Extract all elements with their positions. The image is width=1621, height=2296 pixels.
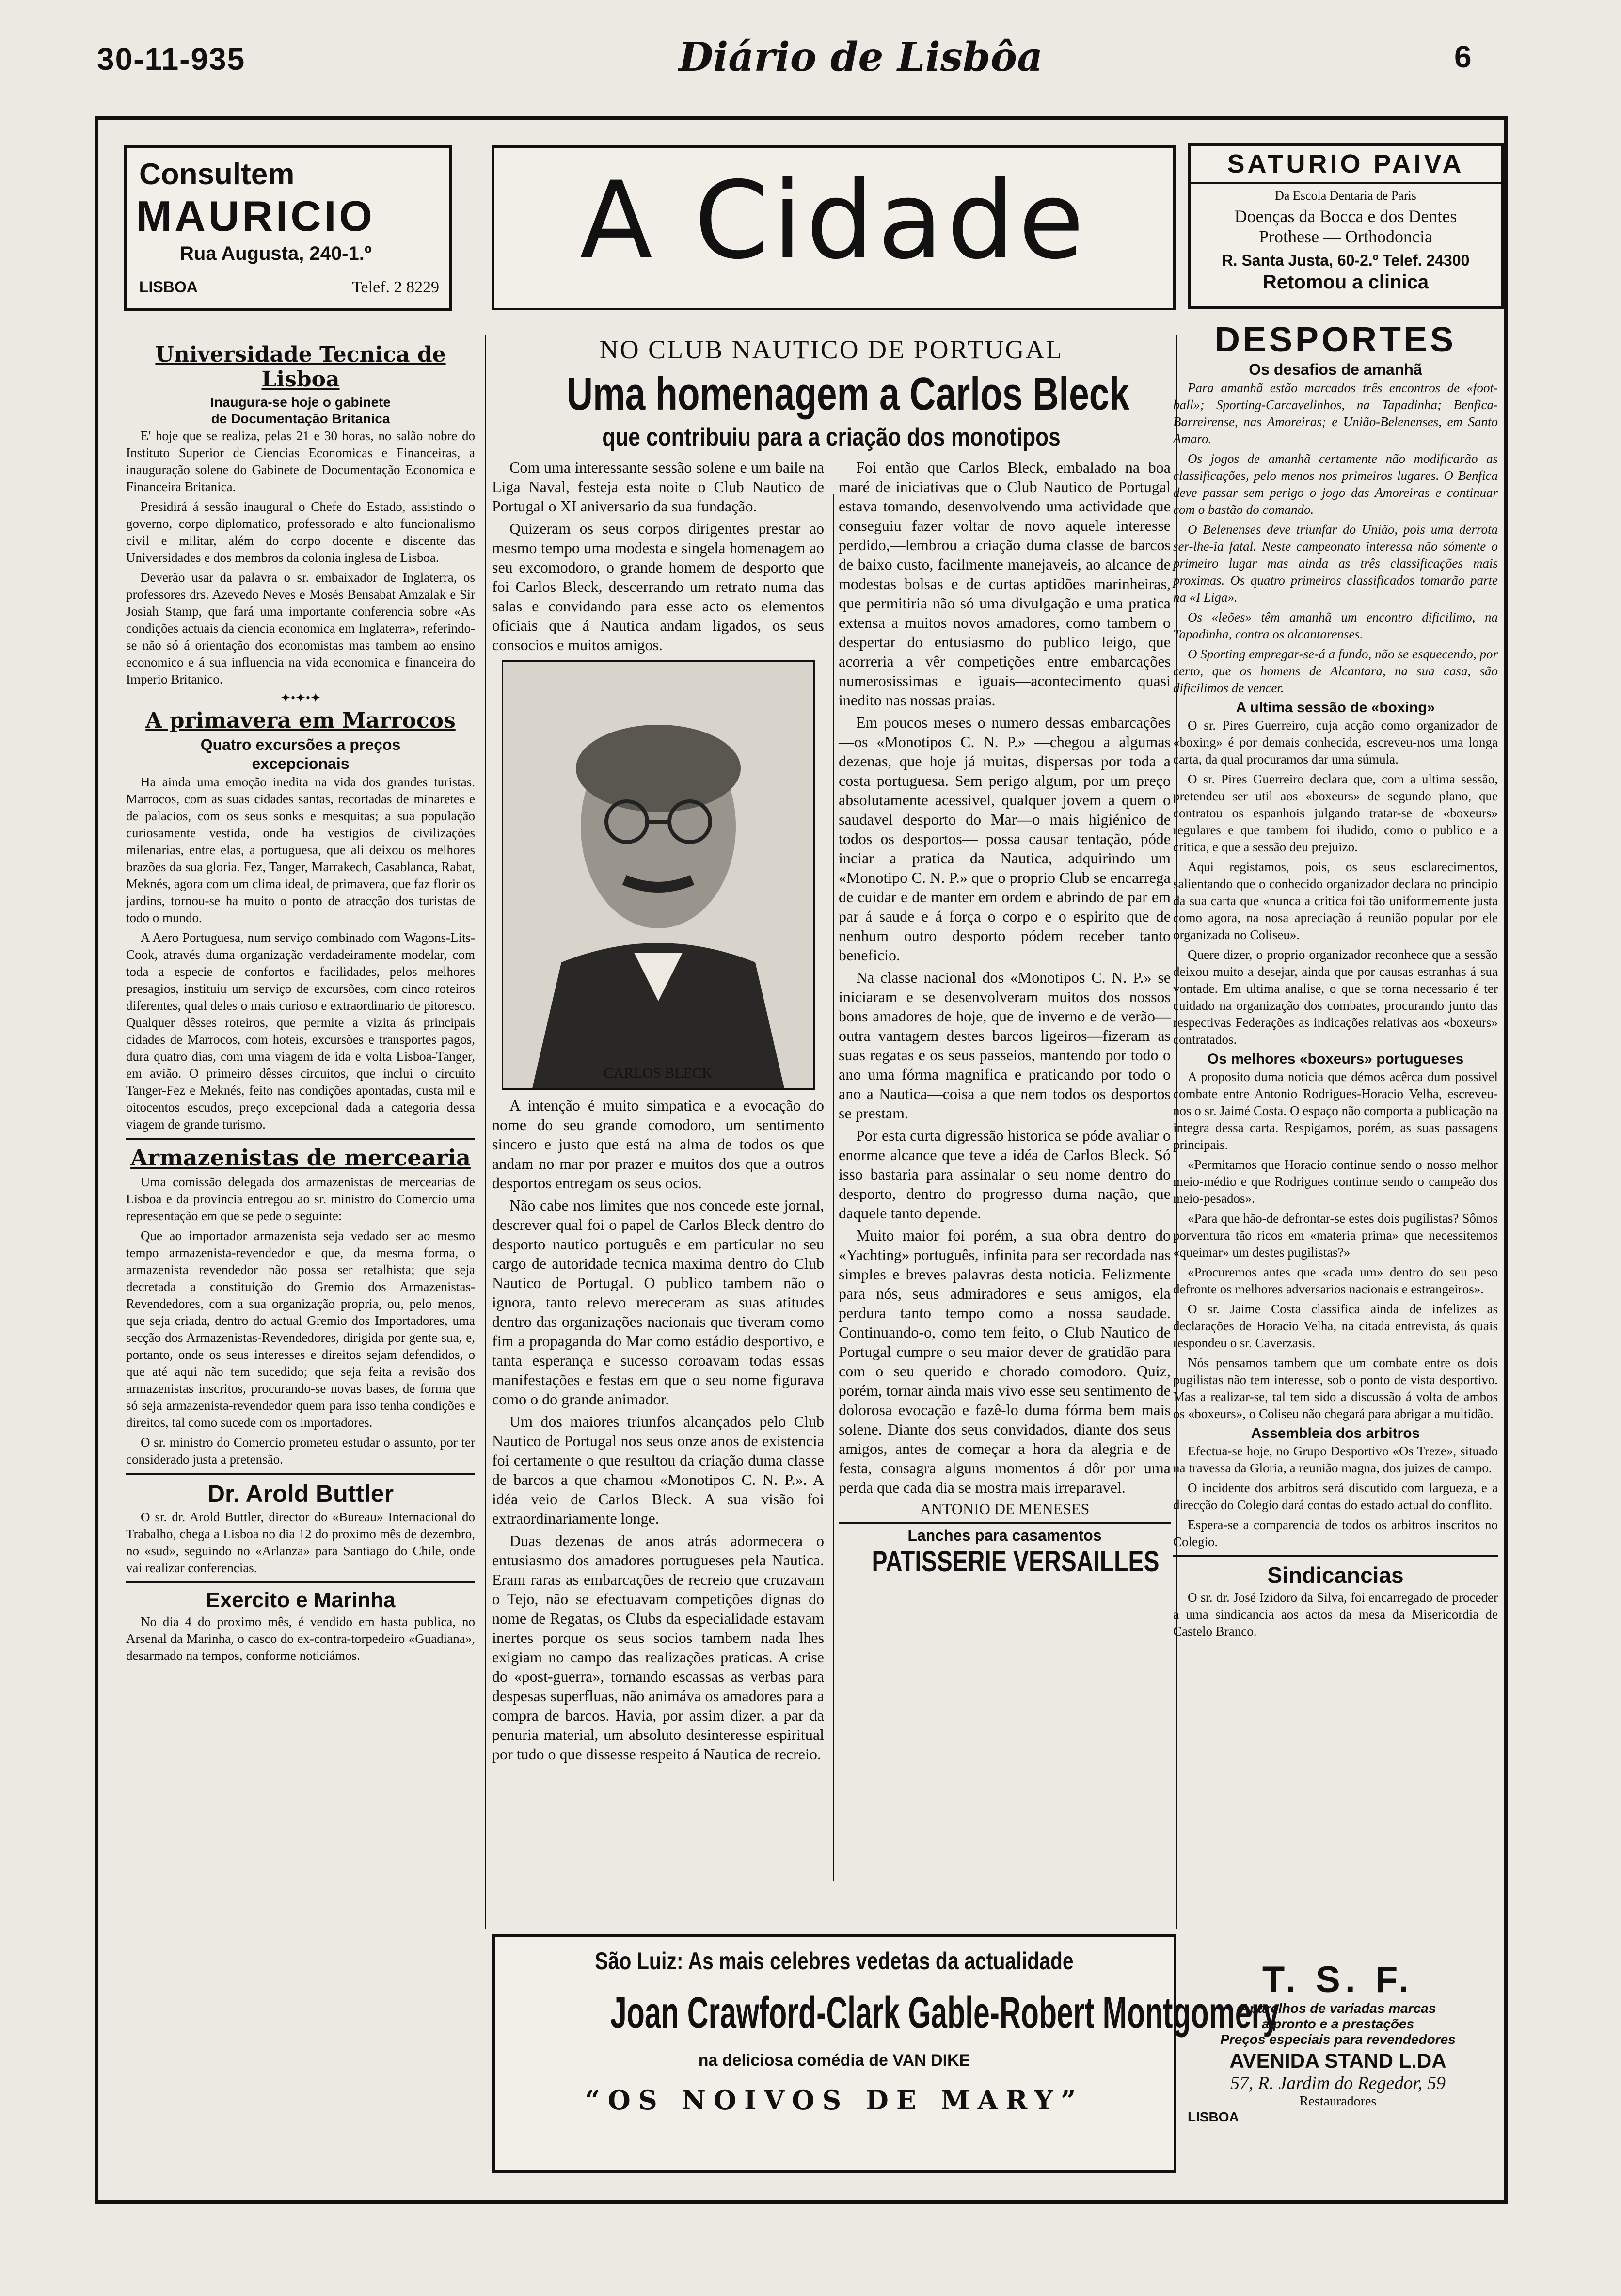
ad-saturio-name: SATURIO PAIVA [1191,146,1501,184]
divider [1173,1555,1498,1557]
ad-mauricio-tel: Telef. 2 8229 [352,278,439,296]
paragraph: O incidente dos arbitros será discutido com largueza, e a direcção do Colegio dará contas do estado actual do conflito. [1173,1481,1498,1512]
ad-tsf-title: T. S. F. [1262,1959,1414,2000]
article-headline: Uma homenagem a Carlos Bleck [567,368,1130,420]
article-sub-marrocos-2: excepcionais [252,755,350,772]
ad-saturio-line3: Prothese — Orthodoncia [1259,227,1432,246]
divider [126,1473,475,1475]
ad-tsf-line8: LISBOA [1188,2109,1239,2124]
paragraph: Para amanhã estão marcados três encontros de «foot-ball»; Sporting-Carcavelinhos, na Tapadinha; Benfica-Barreirense, nas Amoreiras; e União-Belenenses, em Santo Amaro. [1173,381,1498,446]
paragraph: O Sporting empregar-se-á a fundo, não se esquecendo, por certo, que os homens de Alcantara, na sua casa, são dificilimos de vencer. [1173,647,1498,695]
ad-patisserie-name: PATISSERIE VERSAILLES [872,1545,1160,1578]
article-sub-marrocos-1: Quatro excursões a preços [200,736,401,753]
article-sub-universidade-2: de Documentação Britanica [211,411,390,426]
divider [126,1581,475,1583]
masthead-title: A Cidade [579,159,1088,283]
column-center [492,330,1171,1767]
article-signature: ANTONIO DE MENESES [920,1500,1090,1517]
article-title-arbitros: Assembleia dos arbitros [1251,1425,1420,1441]
ad-mauricio-line1: Consultem [139,158,295,191]
paragraph: Foi então que Carlos Bleck, embalado na boa maré de iniciativas que o Club Nautico de Portugal estava tomando, desenvolvendo uma actividade que conseguiu fazer voltar de novo aquele interesse perdido,—lembrou a criação duma classe de barcos de baixo custo, facilmente manejaveis, ao alcance de modestas bolsas e de curtas aptidões marinheiras, que permitiria não só uma divulgação e uma pratica extensa a muitos novos amadores, como tambem o despertar do entusiasmo do publico leigo, que acorreria a vêr competições entre embarcações numerosissimas e iguais—acontecimento quasi inedito nas nossas praias. [839,459,1171,709]
paragraph: Quere dizer, o proprio organizador reconhece que a sessão deixou muito a desejar, ainda que por causas estranhas á sua vontade. Em ultima analise, o que se torna necessario é ter cuidado na organização dos combates, procurando junto das respectivas Federações as indicações relativas aos «boxeurs» contratados. [1173,947,1498,1047]
paragraph: Não cabe nos limites que nos concede este jornal, descrever qual foi o papel de Carlos Bleck dentro do desporto nautico português e em particular no seu cargo de autoridade tecnica maxima dentro do Club Nautico de Portugal. O publico tambem não o ignora, tanto relevo mereceram as suas atitudes dentro das organizações nacionais que tiveram como fim a propaganda do Mar como estádio desportivo, e tanta esperança e sucesso coroavam todas essas manifestações e festas em que o seu nome figurava como o do grande animador. [492,1196,824,1408]
paragraph: O Belenenses deve triunfar do União, pois uma derrota ser-lhe-ia fatal. Neste campeonato interessa não sómente o primeiro lugar mas ainda as três classificações mais proximas. Os quatro primeiros classificados tomarão parte na «I Liga». [1173,522,1498,605]
ad-saturio-line5: Retomou a clinica [1262,271,1429,293]
portrait-photo [502,660,815,1090]
page-number: 6 [1454,39,1472,74]
article-title-universidade: Universidade Tecnica de Lisboa [155,342,446,392]
ad-tsf [1183,1959,1493,2172]
ad-patisserie-lanches: Lanches para casamentos [907,1527,1102,1544]
paragraph: Ha ainda uma emoção inedita na vida dos grandes turistas. Marrocos, com as suas cidades santas, recortadas de minaretes e de palacios, com os seus sonks e mesquitas; a sua população curiosamente vestida, onde ha vestigios de civilizações milenarias, entre elas, a portuguesa, que ali deixou os melhores brazões da sua gloria. Fez, Tanger, Marrakech, Casablanca, Rabat, Meknés, agora com um clima ideal, de primavera, que faz florir os jardins, tornou-se ha muito o ponto de atracção dos turistas de todo o mundo. [126,775,475,925]
ad-sao-luiz-line1: São Luiz: As mais celebres vedetas da actualidade [595,1947,1074,1975]
article-title-boxeurs: Os melhores «boxeurs» portugueses [1207,1051,1464,1067]
paragraph: O sr. ministro do Comercio prometeu estudar o assunto, por ter considerado justa a pretensão. [126,1435,475,1467]
paragraph: Deverão usar da palavra o sr. embaixador de Inglaterra, os professores drs. Azevedo Neves e Mosés Bensabat Amzalak e Sir Josiah Stamp, que fará uma importante conferencia sobre «As condições actuais da ciencia economica em Inglaterra», referindo-se não só á orientação dos economistas mas tambem ao ensino economico e á sua influencia na vida economica e financeira do Imperio Britanico. [126,570,475,686]
paragraph: Espera-se a comparencia de todos os arbitros inscritos no Colegio. [1173,1517,1498,1549]
paragraph: Que ao importador armazenista seja vedado ser ao mesmo tempo armazenista-revendedor e que, da mesma forma, o armazenista revendedor não possa ser retalhista; que seja decretada a constituição do Gremio dos Armazenistas-Revendedores, com a sua organização propria, ou, pelo menos, que seja criada, dentro do actual Gremio dos Importadores, uma secção dos Armazenistas-Revendedores, dirigida por gente sua, e, portanto, onde os seus interesses e direitos sejam defendidos, o que até aqui não tem sucedido; que seja feita a revisão dos armazenistas inscritos, procurando-se novas bases, de forma que só seja armazenista-revendedor quem para isso tenha condições e direitos, tal como sucede com os importadores. [126,1228,475,1430]
article-title-buttler: Dr. Arold Buttler [207,1480,394,1507]
article-title-exercito: Exercito e Marinha [206,1588,396,1612]
paragraph: O sr. Jaime Costa classifica ainda de infelizes as declarações de Horacio Velha, na citada entrevista, ás quais respondeu o sr. Caverzasis. [1173,1302,1498,1350]
separator: ✦•✦•✦ [280,691,321,705]
ad-tsf-line4: Preços especiais para revendedores [1220,2032,1456,2047]
portrait-icon [503,662,813,1088]
paragraph: E' hoje que se realiza, pelas 21 e 30 horas, no salão nobre do Instituto Superior de Ciencias Economicas e Financeiras, a inauguração solene do Gabinete de Documentação Economica e Financeira Britanica. [126,429,475,494]
paragraph: No dia 4 do proximo mês, é vendido em hasta publica, no Arsenal da Marinha, o casco do ex-contra-torpedeiro «Guadiana», desarmado na tempos, conforme noticiámos. [126,1614,475,1663]
paragraph: O sr. Pires Guerreiro, cuja acção como organizador de «boxing» é por demais conhecida, escreveu-nos uma longa carta, da qual procuramos dar uma súmula. [1173,718,1498,766]
article-subheadline: que contribuiu para a criação dos monotipos [602,423,1061,451]
ad-saturio-line1: Da Escola Dentaria de Paris [1275,189,1416,203]
paragraph: Em poucos meses o numero dessas embarcações—os «Monotipos C. N. P.» —chegou a algumas dezenas, que hoje já muitas, dispersas por toda a costa portuguesa. Sem perigo algum, por um preço absolutamente acessivel, qualquer jovem a quem o saudavel desporto do Mar—o mais higiénico de todos os desportos— possa causar tentação, póde inciar a pratica da Nautica, adquirindo um «Monotipo C. N. P.» que o proprio Club se encarrega de cuidar e de manter em ordem e abrindo de par em par á saude e á força o corpo e o espirito que de nenhum outro desporto pódem receber tanto beneficio. [839,714,1171,964]
paragraph: O sr. Pires Guerreiro declara que, com a ultima sessão, pretendeu ser util aos «boxeurs» de segundo plano, que contratou os espanhois julgando tratar-se de «boxeurs» regulares e que tambem foi iludido, como o publico e a critica, e que a sessão deu prejuizo. [1173,772,1498,854]
ad-mauricio [124,145,452,311]
ad-tsf-line2: Aparelhos de variadas marcas [1240,2001,1436,2016]
issue-date: 30-11-935 [97,42,246,77]
paragraph: Quizeram os seus corpos dirigentes prestar ao mesmo tempo uma modesta e singela homenagem ao seu excomodoro, o grande homem de desporto que foi Carlos Bleck, descerrando um retrato numa das salas e convidando para esse acto os elementos oficiais que á Nautica andam ligados, os seus consocios e muitos amigos. [492,520,824,654]
paragraph: A Aero Portuguesa, num serviço combinado com Wagons-Lits-Cook, através duma organização verdadeiramente modelar, com toda a especie de confortos e facilidades, pelos melhores presagios, instituiu um serviço de excursões, com cinco roteiros diferentes, qual deles o mais curioso e extraordinario de pitoresco. Qualquer dêsses roteiros, que permite a vizita ás principais cidades de Marrocos, com hoteis, excursões e transportes pagos, dura quatro dias, com uma viagem de ida e volta Lisboa-Tanger, em avião. O primeiro dêsses circuitos, que inclui o circuito Tanger-Fez e Meknés, feito nas condições apontadas, custa mil e oitocentos escudos, preço excepcional dada a categoria dessa viagem de grande turismo. [126,930,475,1132]
paragraph: Aqui registamos, pois, os seus esclarecimentos, salientando que o conhecido organizador declara no principio da sua carta que «nunca a critica foi tão uniformemente justa como agora, na nosa apreciação á reunião popular por ele organizada no Coliseu». [1173,860,1498,942]
column-left [126,339,475,1667]
center-subcol-1 [492,458,824,1767]
paragraph: Duas dezenas de anos atrás adormecera o entusiasmo dos amadores portugueses pela Nautica. Eram raras as embarcações de recreio que cruzavam o Tejo, não se efectuavam competições dignas do nome de Regatas, os Clubs da especialidade estavam inertes porque os seus socios tambem nada lhes exigiam no campo das realizações praticas. A crise do «post-guerra», tornando escassas as verbas para despesas superfluas, não animáva os amadores para a compra de barcos. Havia, por assim dizer, a par da penuria material, um absoluto desinteresse espiritual por tudo o que dissesse respeito á Nautica de recreio. [492,1532,824,1763]
article-title-desafios: Os desafios de amanhã [1249,361,1422,378]
ad-patisserie [839,1522,1171,1578]
ad-tsf-line5: AVENIDA STAND L.DA [1229,2049,1446,2072]
column-rule-left [485,335,486,1929]
ad-mauricio-name: MAURICIO [136,192,375,240]
article-kicker: NO CLUB NAUTICO DE PORTUGAL [599,335,1064,364]
ad-mauricio-address: Rua Augusta, 240-1.º [180,243,372,264]
section-desportes: DESPORTES [1214,320,1457,359]
paragraph: Muito maior foi porém, a sua obra dentro do «Yachting» português, infinita para ser recordada nas simples e breves palavras desta noticia. Felizmente para nós, seus admiradores e seus amigos, ela perdura tanto tempo como a nossa saudade. Continuando-o, como tem feito, o Club Nautico de Portugal cumpre o seu maior dever de gratidão para com o seu querido e chorado comodoro. Quiz, porém, tornar ainda mais vivo esse seu sentimento de dolorosa evocação e fazê-lo duma fórma bem mais solene. Diante dos seus convidados, diante dos seus amigos, antes de começar a hora da alegria e de festa, consagra alguns momentos á dôr por uma perda que cada dia se mostra mais irreparavel. [839,1227,1171,1496]
ad-tsf-line3: a pronto e a prestações [1261,2016,1414,2031]
article-title-marrocos: A primavera em Marrocos [145,708,456,733]
masthead [492,145,1176,310]
ad-saturio-paiva [1188,143,1504,309]
paragraph: Presidirá á sessão inaugural o Chefe do Estado, assistindo o governo, corpo diplomatico, professorado e alto funcionalismo civil e militar, além do corpo docente e discente das Universidades e dos membros da colonia inglesa de Lisboa. [126,499,475,565]
article-title-sindicancias: Sindicancias [1267,1563,1404,1588]
ad-sao-luiz-line3: na deliciosa comédia de VAN DIKE [698,2051,970,2070]
paragraph: Um dos maiores triunfos alcançados pelo Club Nautico de Portugal nos seus onze anos de existencia foi certamente o que resultou da criação duma classe de barcos a que chamou «Monotipos C. N. P.». A idéa veio de Carlos Bleck. A sua visão foi extraordinariamente longe. [492,1413,824,1527]
photo-caption: CARLOS BLECK [604,1065,713,1081]
paragraph: Uma comissão delegada dos armazenistas de mercearias de Lisboa e da provincia entregou ao sr. ministro do Comercio uma representação em que se pede o seguinte: [126,1175,475,1223]
paragraph: «Para que hão-de defrontar-se estes dois pugilistas? Sômos porventura tão ricos em «materia prima» que necessitemos «queimar» um destes pugilistas?» [1173,1211,1498,1260]
paragraph: Os «leões» têm amanhã um encontro dificilimo, na Tapadinha, contra os alcantarenses. [1173,610,1498,641]
paragraph: Com uma interessante sessão solene e um baile na Liga Naval, festeja esta noite o Club Nautico de Portugal o XI aniversario da sua fundação. [492,459,824,515]
paragraph: Efectua-se hoje, no Grupo Desportivo «Os Treze», situado na travessa da Gloria, a reunião magna, dos juizes de campo. [1173,1444,1498,1475]
newspaper-name: Diário de Lisbôa [679,34,1043,80]
paragraph: A proposito duma noticia que démos acêrca dum possivel combate entre Antonio Rodrigues-Horacio Velha, escreveu-nos o sr. Jaimé Costa. O espaço não comporta a publicação na integra dessa carta. Respigamos, porém, as suas passagens principais. [1173,1069,1498,1152]
divider [126,1138,475,1140]
center-subcol-2 [839,458,1171,1767]
ad-tsf-line7: Restauradores [1299,2094,1377,2109]
paragraph: Os jogos de amanhã certamente não modificarão as classificações, pelo menos nos primeiros lugares. O Benfica deve passar sem perigo o jogo das Amoreiras e continuar com o bastão do comando. [1173,451,1498,517]
paragraph: Na classe nacional dos «Monotipos C. N. P.» se iniciaram e se desenvolveram muitos dos nossos bons amadores de hoje, que de inverno e de verão—outra vantagem destes barcos ligeiros—fizeram as suas regatas e os seus passeios, mantendo por todo o ano uma fórma magnifica e praticando por todo o ano a Nautica—coisa a que nem todos os desportos se prestam. [839,969,1171,1122]
article-title-armazenistas: Armazenistas de mercearia [130,1145,471,1171]
article-title-boxing: A ultima sessão de «boxing» [1236,700,1435,716]
ad-tsf-line6: 57, R. Jardim do Regedor, 59 [1230,2073,1446,2093]
ad-sao-luiz-stars: Joan Crawford-Clark Gable-Robert Montgomery [610,1988,1279,2038]
paragraph: Nós pensamos tambem que um combate entre os dois pugilistas não tem interesse, sob o ponto de vista desportivo. Mas a realizar-se, tal tem sido a discussão á volta de ambos os «boxeurs», o Coliseu não chegará para abrigar a multidão. [1173,1355,1498,1421]
paragraph: Por esta curta digressão historica se póde avaliar o enorme alcance que teve a idéa de Carlos Bleck. Só isso bastaria para assinalar o seu nome dentro do desporto, dentro do progresso duma nação, que daquele tanto depende. [839,1127,1171,1222]
paragraph: O sr. dr. Arold Buttler, director do «Bureau» Internacional do Trabalho, chega a Lisboa no dia 12 do proximo mês de dezembro, no «sud», seguindo no «Arlanza» para Santiago do Chile, onde vai realizar conferencias. [126,1510,475,1575]
paragraph: O sr. dr. José Izidoro da Silva, foi encarregado de proceder a uma sindicancia aos actos da mesa da Misericordia de Castelo Branco. [1173,1590,1498,1639]
ad-saturio-line4: R. Santa Justa, 60-2.º Telef. 24300 [1222,252,1470,269]
paragraph: A intenção é muito simpatica e a evocação do nome do seu grande comodoro, um sentimento sincero e justo que está na alma de todos os que andam no mar por prazer e muitos dos que a outros desportos entregam os seus ocios. [492,1097,824,1192]
ad-saturio-line2: Doenças da Bocca e dos Dentes [1234,207,1457,226]
ad-mauricio-city: LISBOA [139,278,198,296]
column-right [1173,320,1498,1643]
ad-sao-luiz-title: “OS NOIVOS DE MARY” [585,2085,1084,2116]
paragraph: «Procuremos antes que «cada um» dentro do seu peso defronte os melhores adversarios nacionais e estrangeiros». [1173,1265,1498,1296]
article-sub-universidade-1: Inaugura-se hoje o gabinete [210,395,391,410]
paragraph: «Permitamos que Horacio continue sendo o nosso melhor meio-médio e que Rodrigues continue sendo o campeão dos meio-pesados». [1173,1157,1498,1206]
